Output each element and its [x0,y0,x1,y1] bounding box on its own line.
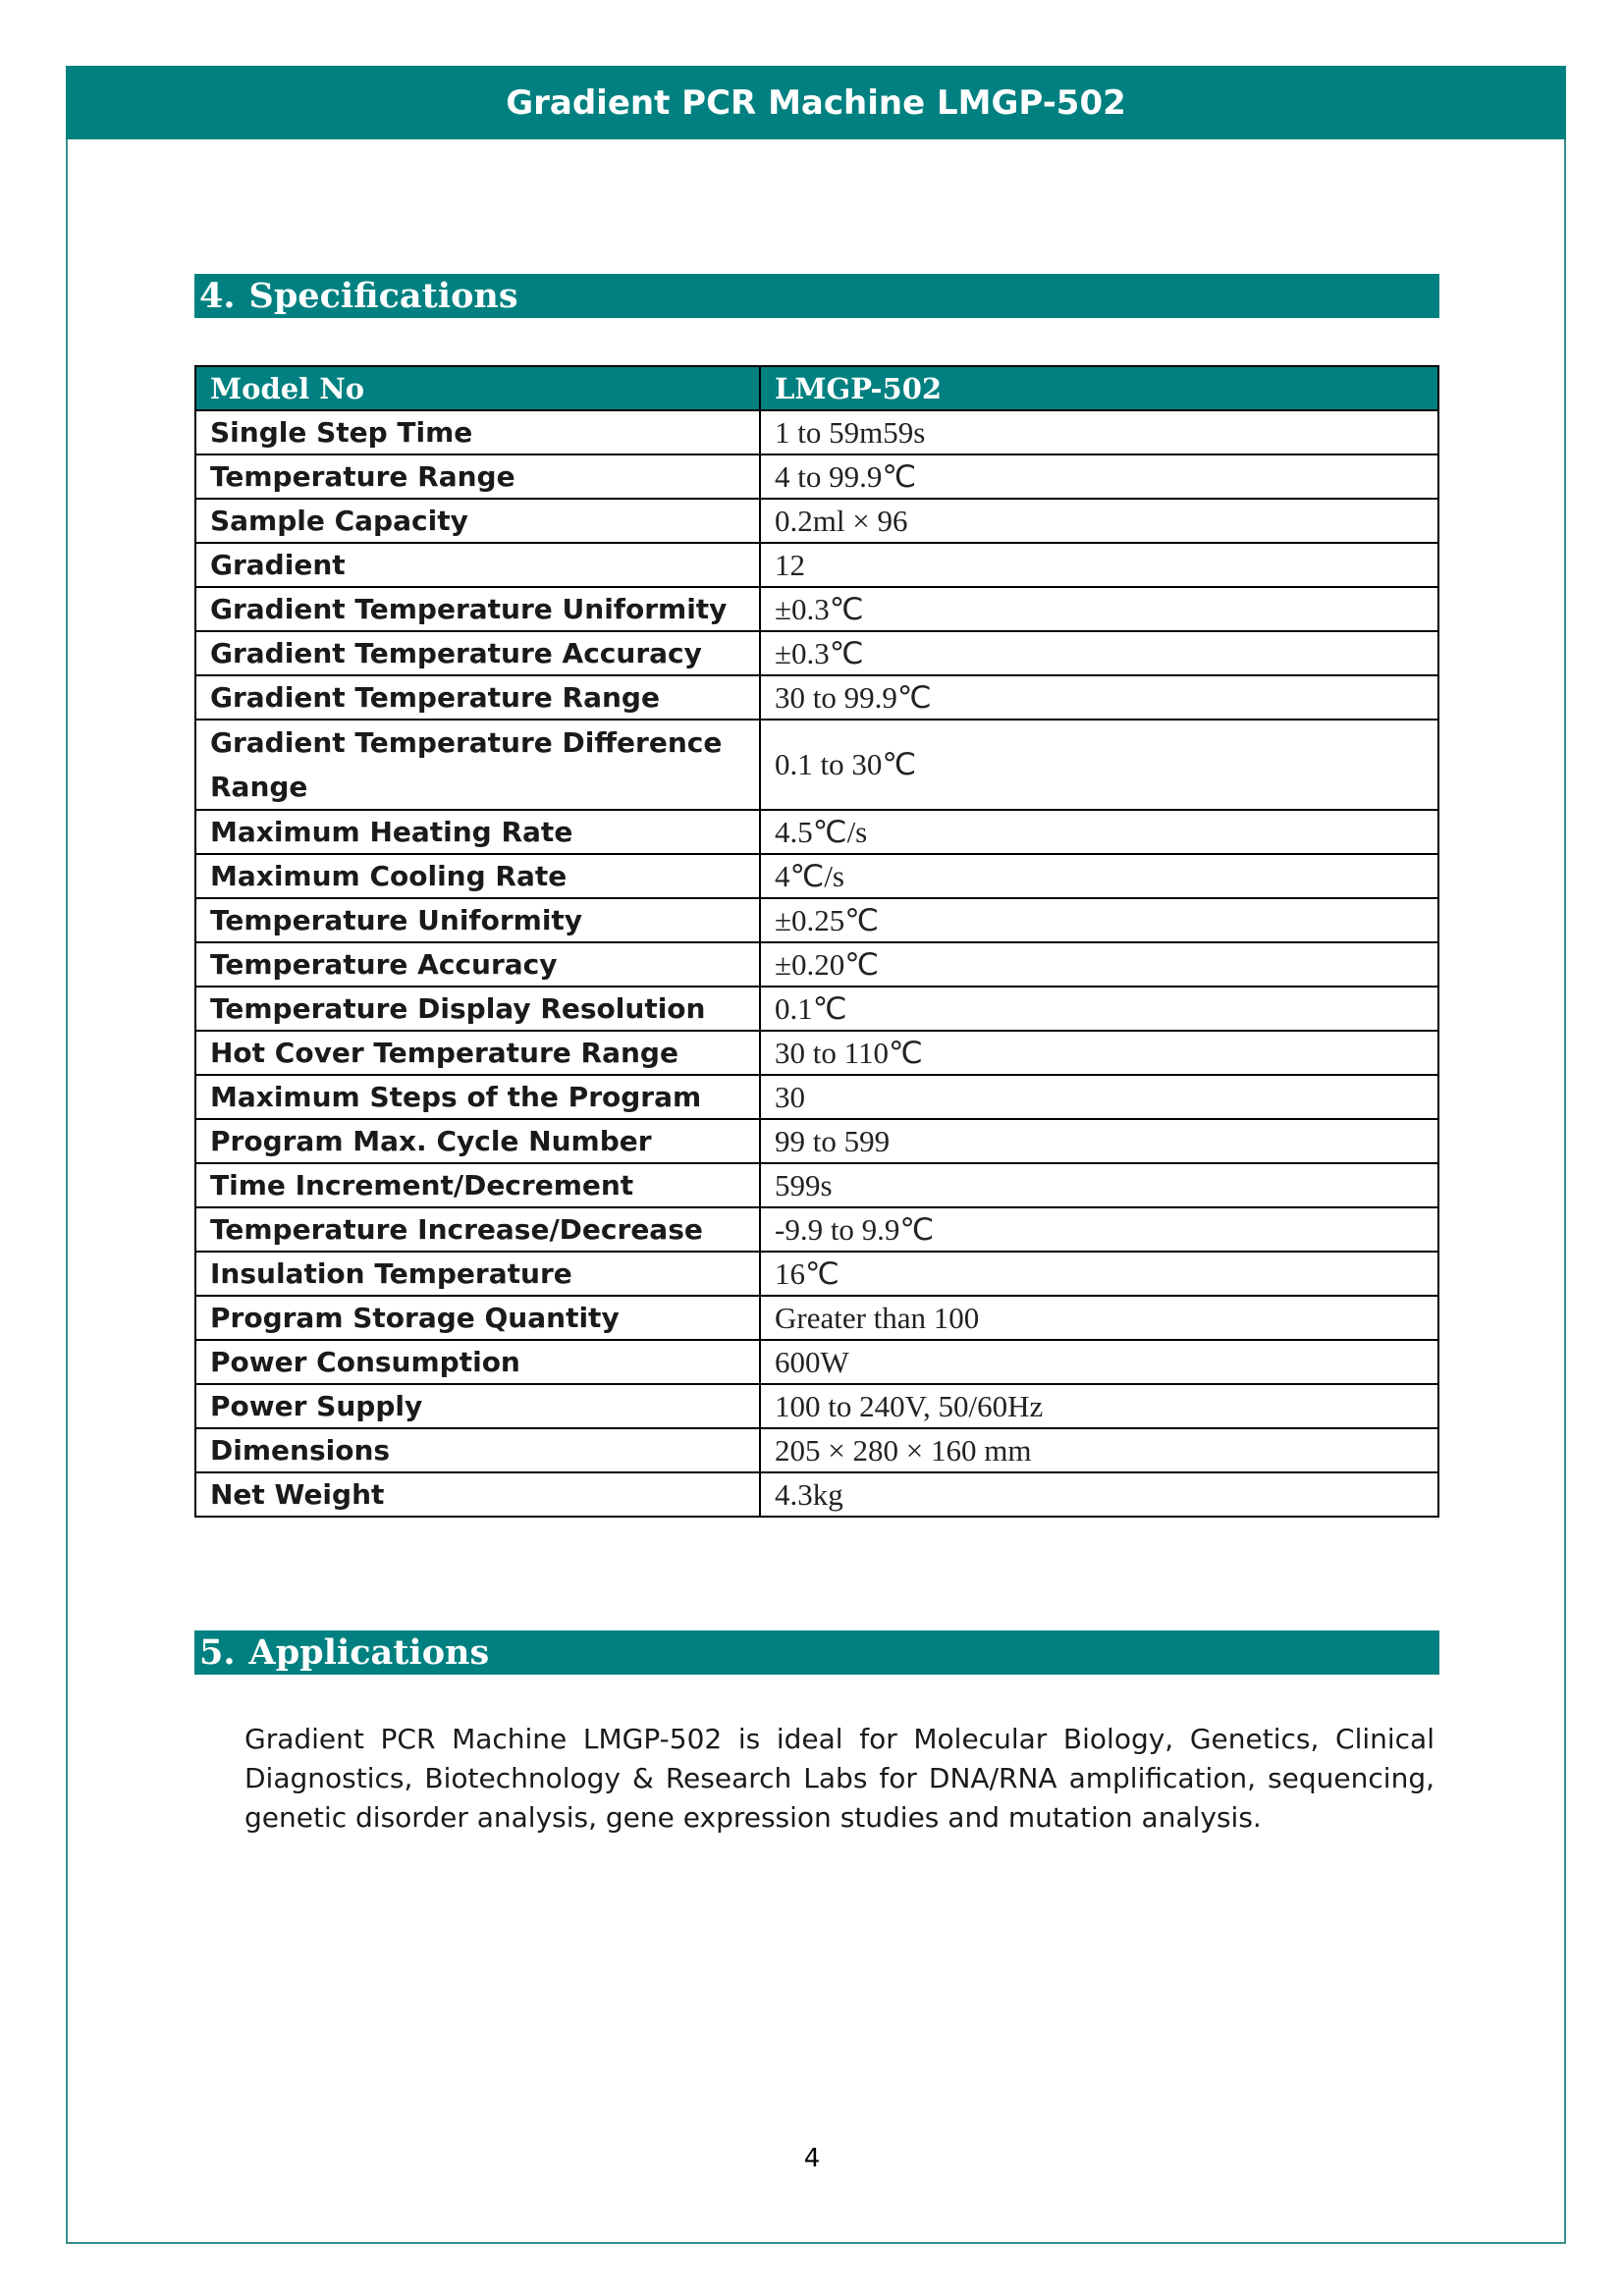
spec-key-cell: Power Consumption [195,1340,760,1384]
spec-value-cell: 1 to 59m59s [760,410,1438,454]
header-title: Gradient PCR Machine LMGP-502 [506,82,1126,123]
spec-value-cell: 4 to 99.9℃ [760,454,1438,499]
section-title: Applications [248,1632,490,1673]
spec-value-cell: ±0.3℃ [760,587,1438,631]
table-row [195,1163,1438,1207]
spec-key-cell: Temperature Range [195,454,760,499]
table-row [195,454,1438,499]
table-row [195,499,1438,543]
spec-value-cell: 4.3kg [760,1472,1438,1517]
table-row [195,587,1438,631]
spec-key-cell: Gradient Temperature Range [195,675,760,720]
spec-key-cell: Temperature Display Resolution [195,987,760,1031]
spec-key-cell: Sample Capacity [195,499,760,543]
table-row [195,1252,1438,1296]
spec-key-cell: Temperature Uniformity [195,898,760,942]
spec-value-cell: ±0.25℃ [760,898,1438,942]
spec-value-cell: 100 to 240V, 50/60Hz [760,1384,1438,1428]
spec-value-cell: ±0.3℃ [760,631,1438,675]
table-row [195,1207,1438,1252]
section-title: Specifications [248,276,518,316]
spec-value-cell: 30 [760,1075,1438,1119]
table-row [195,942,1438,987]
spec-value-cell: Greater than 100 [760,1296,1438,1340]
spec-value-cell: 12 [760,543,1438,587]
spec-key-cell: Temperature Accuracy [195,942,760,987]
table-row [195,1119,1438,1163]
spec-value-cell: ±0.20℃ [760,942,1438,987]
section-number: 4. [199,276,236,316]
table-row [195,1031,1438,1075]
spec-key-cell: Power Supply [195,1384,760,1428]
spec-key-cell: Temperature Increase/Decrease [195,1207,760,1252]
spec-value-cell: 0.1℃ [760,987,1438,1031]
spec-key-cell: Maximum Heating Rate [195,810,760,854]
section-heading-applications [194,1630,1439,1675]
spec-value-cell: 600W [760,1340,1438,1384]
table-row [195,810,1438,854]
spec-value-cell: 205 × 280 × 160 mm [760,1428,1438,1472]
spec-key-cell: Gradient [195,543,760,587]
table-row [195,854,1438,898]
table-row [195,898,1438,942]
spec-key-cell: Time Increment/Decrement [195,1163,760,1207]
table-row [195,1340,1438,1384]
table-row [195,720,1438,810]
spec-key-cell: Gradient Temperature Accuracy [195,631,760,675]
applications-paragraph: Gradient PCR Machine LMGP-502 is ideal for Molecular Biology, Genetics, Clinical Diagnostics, Biotechnology & Research Labs for DNA/RNA amplification, sequencing, genetic disorder analysis, gene expression studies and mutation analysis. [244,1723,1435,1834]
page-number: 4 [803,2144,821,2173]
spec-value-cell: 4.5℃/s [760,810,1438,854]
spec-value-cell: 99 to 599 [760,1119,1438,1163]
spec-value-cell: -9.9 to 9.9℃ [760,1207,1438,1252]
spec-value-cell: 4℃/s [760,854,1438,898]
spec-key-cell: Single Step Time [195,410,760,454]
spec-value-cell: 0.2ml × 96 [760,499,1438,543]
spec-value-cell: 16℃ [760,1252,1438,1296]
spec-key-cell: Insulation Temperature [195,1252,760,1296]
spec-key-cell: Maximum Steps of the Program [195,1075,760,1119]
spec-key-cell: Hot Cover Temperature Range [195,1031,760,1075]
header-banner [66,66,1566,139]
table-row [195,631,1438,675]
spec-key-cell: Gradient Temperature Uniformity [195,587,760,631]
header-key-cell: Model No [195,366,760,410]
spec-key-cell: Gradient Temperature Difference Range [195,720,760,810]
spec-key-cell: Dimensions [195,1428,760,1472]
section-number: 5. [199,1632,236,1673]
spec-key-cell: Program Max. Cycle Number [195,1119,760,1163]
table-row [195,1075,1438,1119]
table-header-row [195,366,1438,410]
table-row [195,1296,1438,1340]
table-row [195,1384,1438,1428]
table-row [195,987,1438,1031]
table-row [195,410,1438,454]
table-row [195,1472,1438,1517]
spec-value-cell: 599s [760,1163,1438,1207]
section-heading-specifications [194,274,1439,318]
spec-value-cell: 30 to 110℃ [760,1031,1438,1075]
spec-key-cell: Program Storage Quantity [195,1296,760,1340]
table-row [195,543,1438,587]
header-value-cell: LMGP-502 [760,366,1438,410]
table-row [195,675,1438,720]
spec-key-cell: Net Weight [195,1472,760,1517]
specifications-table [194,365,1439,1518]
table-row [195,1428,1438,1472]
spec-key-cell: Maximum Cooling Rate [195,854,760,898]
spec-value-cell: 30 to 99.9℃ [760,675,1438,720]
spec-value-cell: 0.1 to 30℃ [760,720,1438,810]
